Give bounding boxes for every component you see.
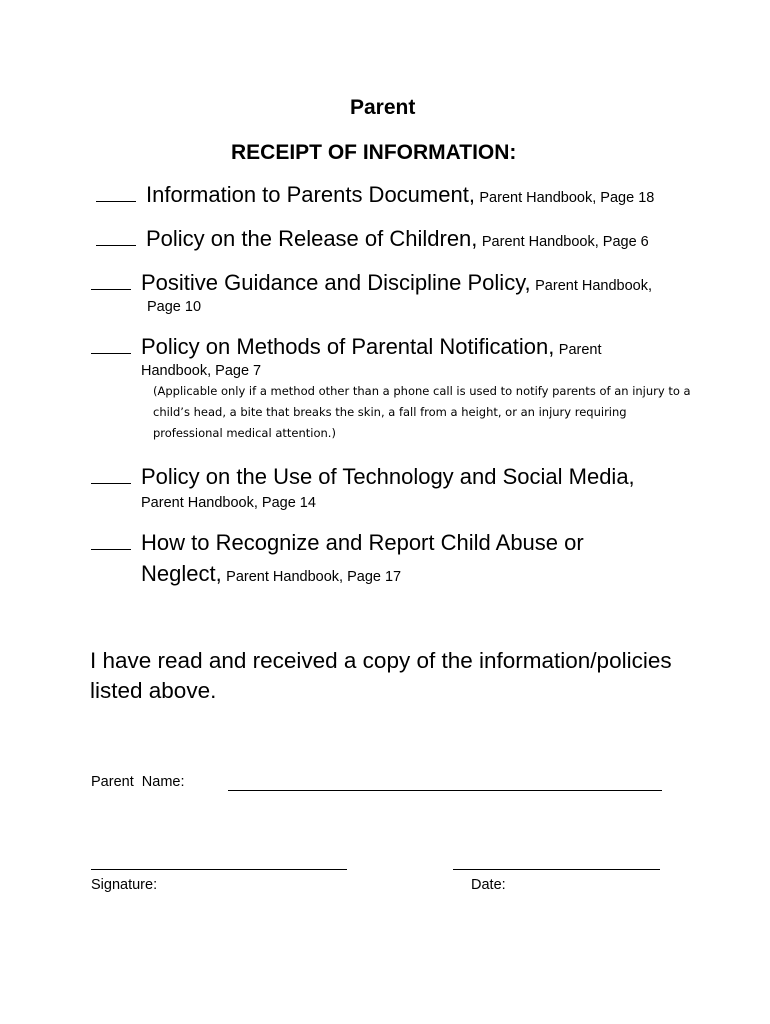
checklist-item — [96, 182, 654, 208]
page-heading: Parent — [350, 96, 416, 119]
item-reference: Parent Handbook, Page 18 — [479, 190, 655, 206]
checklist-item — [91, 334, 602, 360]
date-label: Date: — [471, 877, 506, 893]
item-reference: Parent Handbook, Page 14 — [141, 495, 316, 511]
item-title: Positive Guidance and Discipline Policy, — [141, 270, 531, 295]
item-reference-continued: Page 10 — [147, 299, 202, 315]
check-blank[interactable] — [91, 531, 131, 550]
date-field[interactable] — [453, 869, 660, 870]
item-title: Information to Parents Document, — [146, 182, 475, 207]
acknowledgement-line: I have read and received a copy of the information/policies — [90, 648, 672, 673]
item-title-continued: Neglect, — [141, 561, 222, 586]
checklist-item — [96, 226, 649, 252]
parent-name-field[interactable] — [228, 790, 662, 791]
item-reference: Parent Handbook, Page 17 — [226, 569, 402, 585]
item-reference-continued: Handbook, Page 7 — [141, 363, 262, 379]
item-note-line: child’s head, a bite that breaks the skin, a fall from a height, or an injury requiring — [153, 405, 627, 419]
checklist-item — [91, 530, 584, 556]
item-title: Policy on the Use of Technology and Social Media, — [141, 464, 635, 489]
item-reference: Parent — [558, 342, 602, 358]
acknowledgement-line: listed above. — [90, 678, 217, 703]
item-continued — [141, 561, 401, 587]
checklist-item — [91, 464, 635, 490]
item-title: Policy on the Release of Children, — [146, 226, 478, 251]
item-reference: Parent Handbook, Page 6 — [481, 234, 649, 250]
check-blank[interactable] — [91, 271, 131, 290]
signature-label: Signature: — [91, 877, 158, 893]
checklist-item — [91, 270, 652, 296]
check-blank[interactable] — [96, 183, 136, 202]
signature-field[interactable] — [91, 869, 347, 870]
check-blank[interactable] — [91, 335, 131, 354]
item-note-line: (Applicable only if a method other than a phone call is used to notify parents of an injury to a — [153, 384, 691, 398]
item-title: Policy on Methods of Parental Notification, — [141, 334, 555, 359]
item-note-line: professional medical attention.) — [153, 426, 336, 440]
check-blank[interactable] — [96, 227, 136, 246]
check-blank[interactable] — [91, 465, 131, 484]
page-title: RECEIPT OF INFORMATION: — [231, 141, 517, 164]
item-reference: Parent Handbook, — [535, 278, 653, 294]
item-title: How to Recognize and Report Child Abuse or — [141, 530, 584, 555]
parent-name-label: Parent Name: — [91, 774, 185, 790]
